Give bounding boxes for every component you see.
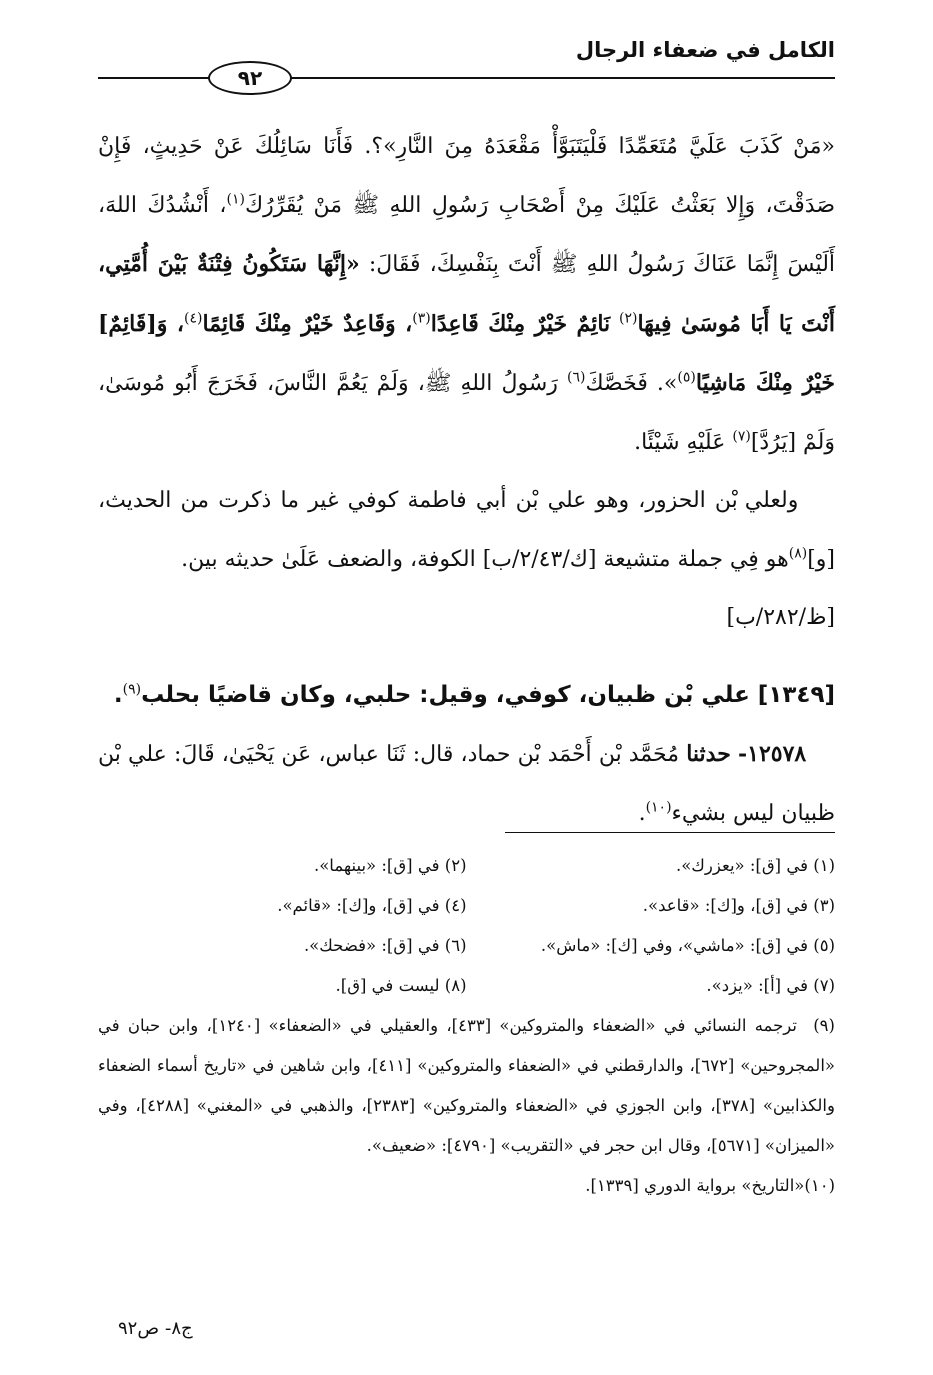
footnote: (٣) في [ق]، و[ك]: «قاعد». xyxy=(642,896,835,915)
footnote-row xyxy=(98,926,835,966)
text-segment: ». فَخَصَّكَ xyxy=(585,371,678,396)
book-title: الكامل في ضعفاء الرجال xyxy=(575,38,835,62)
footnote-ref[interactable]: (٧) xyxy=(732,428,751,445)
prophetic-saying: «إِنَّهَا سَتَكُونُ فِتْنَةٌ بَيْنَ أُمَّتِي، أَنْتَ يَا أَبَا مُوسَىٰ فِيهَا xyxy=(98,251,835,337)
narration-lead: حدثنا xyxy=(686,741,731,767)
footnote-separator xyxy=(505,832,835,833)
footnotes xyxy=(98,846,835,1206)
page-number: ٩٢ xyxy=(208,61,292,95)
footnote-row xyxy=(98,886,835,926)
footnote-ref[interactable]: (٩) xyxy=(122,681,142,698)
hadith-number: ١٢٥٧٨- xyxy=(738,741,807,767)
footnote-long xyxy=(98,1006,835,1166)
footnote-ref[interactable]: (٥) xyxy=(677,369,696,386)
footnote-ref[interactable]: (٢) xyxy=(619,310,638,327)
footnote: (١٠)«التاريخ» برواية الدوري [١٣٣٩]. xyxy=(585,1176,835,1195)
footnote: (٢) في [ق]: «بينهما». xyxy=(313,856,467,875)
footnote: (٤) في [ق]، و[ك]: «قائم». xyxy=(277,896,467,915)
text-segment: ولعلي بْن الحزور، وهو علي بْن أبي فاطمة كوفي غير ما ذكرت من الحديث، [و] xyxy=(98,488,835,572)
footnote: (١) في [ق]: «يعزرك». xyxy=(675,856,835,875)
commentary-paragraph xyxy=(98,472,835,589)
footnote-text: ترجمه النسائي في «الضعفاء والمتروكين» [٤٣٣]، والعقيلي في «الضعفاء» [١٢٤٠]، وابن حبان في «المجروحين» [٦٧٢]، والدارقطني في «الضعفاء والمتروكين» [٤١١]، وابن شاهين في «تاريخ أسماء الضعفاء والكذابين» [٣٧٨]، وابن الجوزي في «الضعفاء والمتروكين» [٢٣٨٣]، والذهبي في «المغني» [٤٢٨٨]، وفي «الميزان» [٥٦٧١]، وقال ابن حجر في «التقريب» [٤٧٩٠]: «ضعيف». xyxy=(98,1016,835,1155)
text-segment: . xyxy=(113,681,123,708)
prophetic-saying: ، وَ[قَائِمٌ] خَيْرٌ مِنْكَ مَاشِيًا xyxy=(98,310,835,396)
footnote: (٧) في [أ]: «يزد». xyxy=(706,976,835,995)
text-segment: رَسُولُ اللهِ ﷺ، وَلَمْ يَعُمَّ النَّاسَ، فَخَرَجَ أَبُو مُوسَىٰ، وَلَمْ [يَرُدَّ] xyxy=(98,371,835,455)
footnote: (٨) ليست في [ق]. xyxy=(335,976,467,995)
spacer xyxy=(98,648,835,666)
text-segment: . xyxy=(638,800,646,826)
footnote-ref[interactable]: (٤) xyxy=(184,310,203,327)
main-text xyxy=(98,118,835,843)
text-segment: هو فِي جملة متشيعة [ك/٢/٤٣/ب] الكوفة، والضعف عَلَىٰ حديثه بين. xyxy=(181,546,789,572)
hadith-text-paragraph xyxy=(98,118,835,472)
text-segment: مُحَمَّد بْن أَحْمَد بْن حماد، قال: ثَنَا عباس، عَن يَحْيَىٰ، قَالَ: علي بْن ظبيان ليس بشيء xyxy=(98,742,835,826)
footnote-ref[interactable]: (١٠) xyxy=(645,799,672,816)
footnote: (٦) في [ق]: «فضحك». xyxy=(303,936,467,955)
page-header xyxy=(98,38,835,98)
page-footer: ج٨- ص٩٢ xyxy=(118,1318,193,1339)
hadith-paragraph xyxy=(98,725,835,843)
footnote: (٥) في [ق]: «ماشي»، وفي [ك]: «ماش». xyxy=(540,936,835,955)
footnote-number: (٩) xyxy=(813,1016,835,1035)
entry-heading: [١٣٤٩] علي بْن ظبيان، كوفي، وقيل: حلبي، وكان قاضيًا بحلب xyxy=(141,681,835,708)
manuscript-reference: [ظ/٢٨٢/ب] xyxy=(726,605,835,630)
entry-heading-line xyxy=(98,666,835,726)
footnote-ref[interactable]: (١) xyxy=(226,191,245,208)
footnote-row xyxy=(98,966,835,1006)
text-segment: ، أَنْشُدُكَ اللهَ، أَلَيْسَ إِنَّمَا عَنَاكَ رَسُولُ اللهِ ﷺ أَنْتَ بِنَفْسِكَ، فَقَالَ: xyxy=(98,192,836,277)
footnote-ref[interactable]: (٣) xyxy=(412,310,431,327)
text-segment: عَلَيْهِ شَيْئًا. xyxy=(634,429,726,455)
footnote-row xyxy=(98,846,835,886)
text-segment: «مَنْ كَذَبَ عَلَيَّ مُتَعَمِّدًا فَلْيَتَبَوَّأْ مَقْعَدَهُ مِنَ النَّارِ»؟. فَأَنَا سَائِلُكَ عَنْ حَدِيثٍ، فَإِنْ صَدَقْتَ، وَإِلا بَعَثْتُ عَلَيْكَ مِنْ أَصْحَابِ رَسُولِ اللهِ ﷺ مَنْ يُقَرِّرُكَ xyxy=(98,134,836,218)
prophetic-saying: ، وَقَاعِدٌ خَيْرٌ مِنْكَ قَائِمًا xyxy=(202,310,413,337)
prophetic-saying: نَائِمٌ خَيْرٌ مِنْكَ قَاعِدًا xyxy=(430,310,611,337)
footnote-ref[interactable]: (٨) xyxy=(788,545,808,562)
footnote-ref[interactable]: (٦) xyxy=(567,369,586,386)
